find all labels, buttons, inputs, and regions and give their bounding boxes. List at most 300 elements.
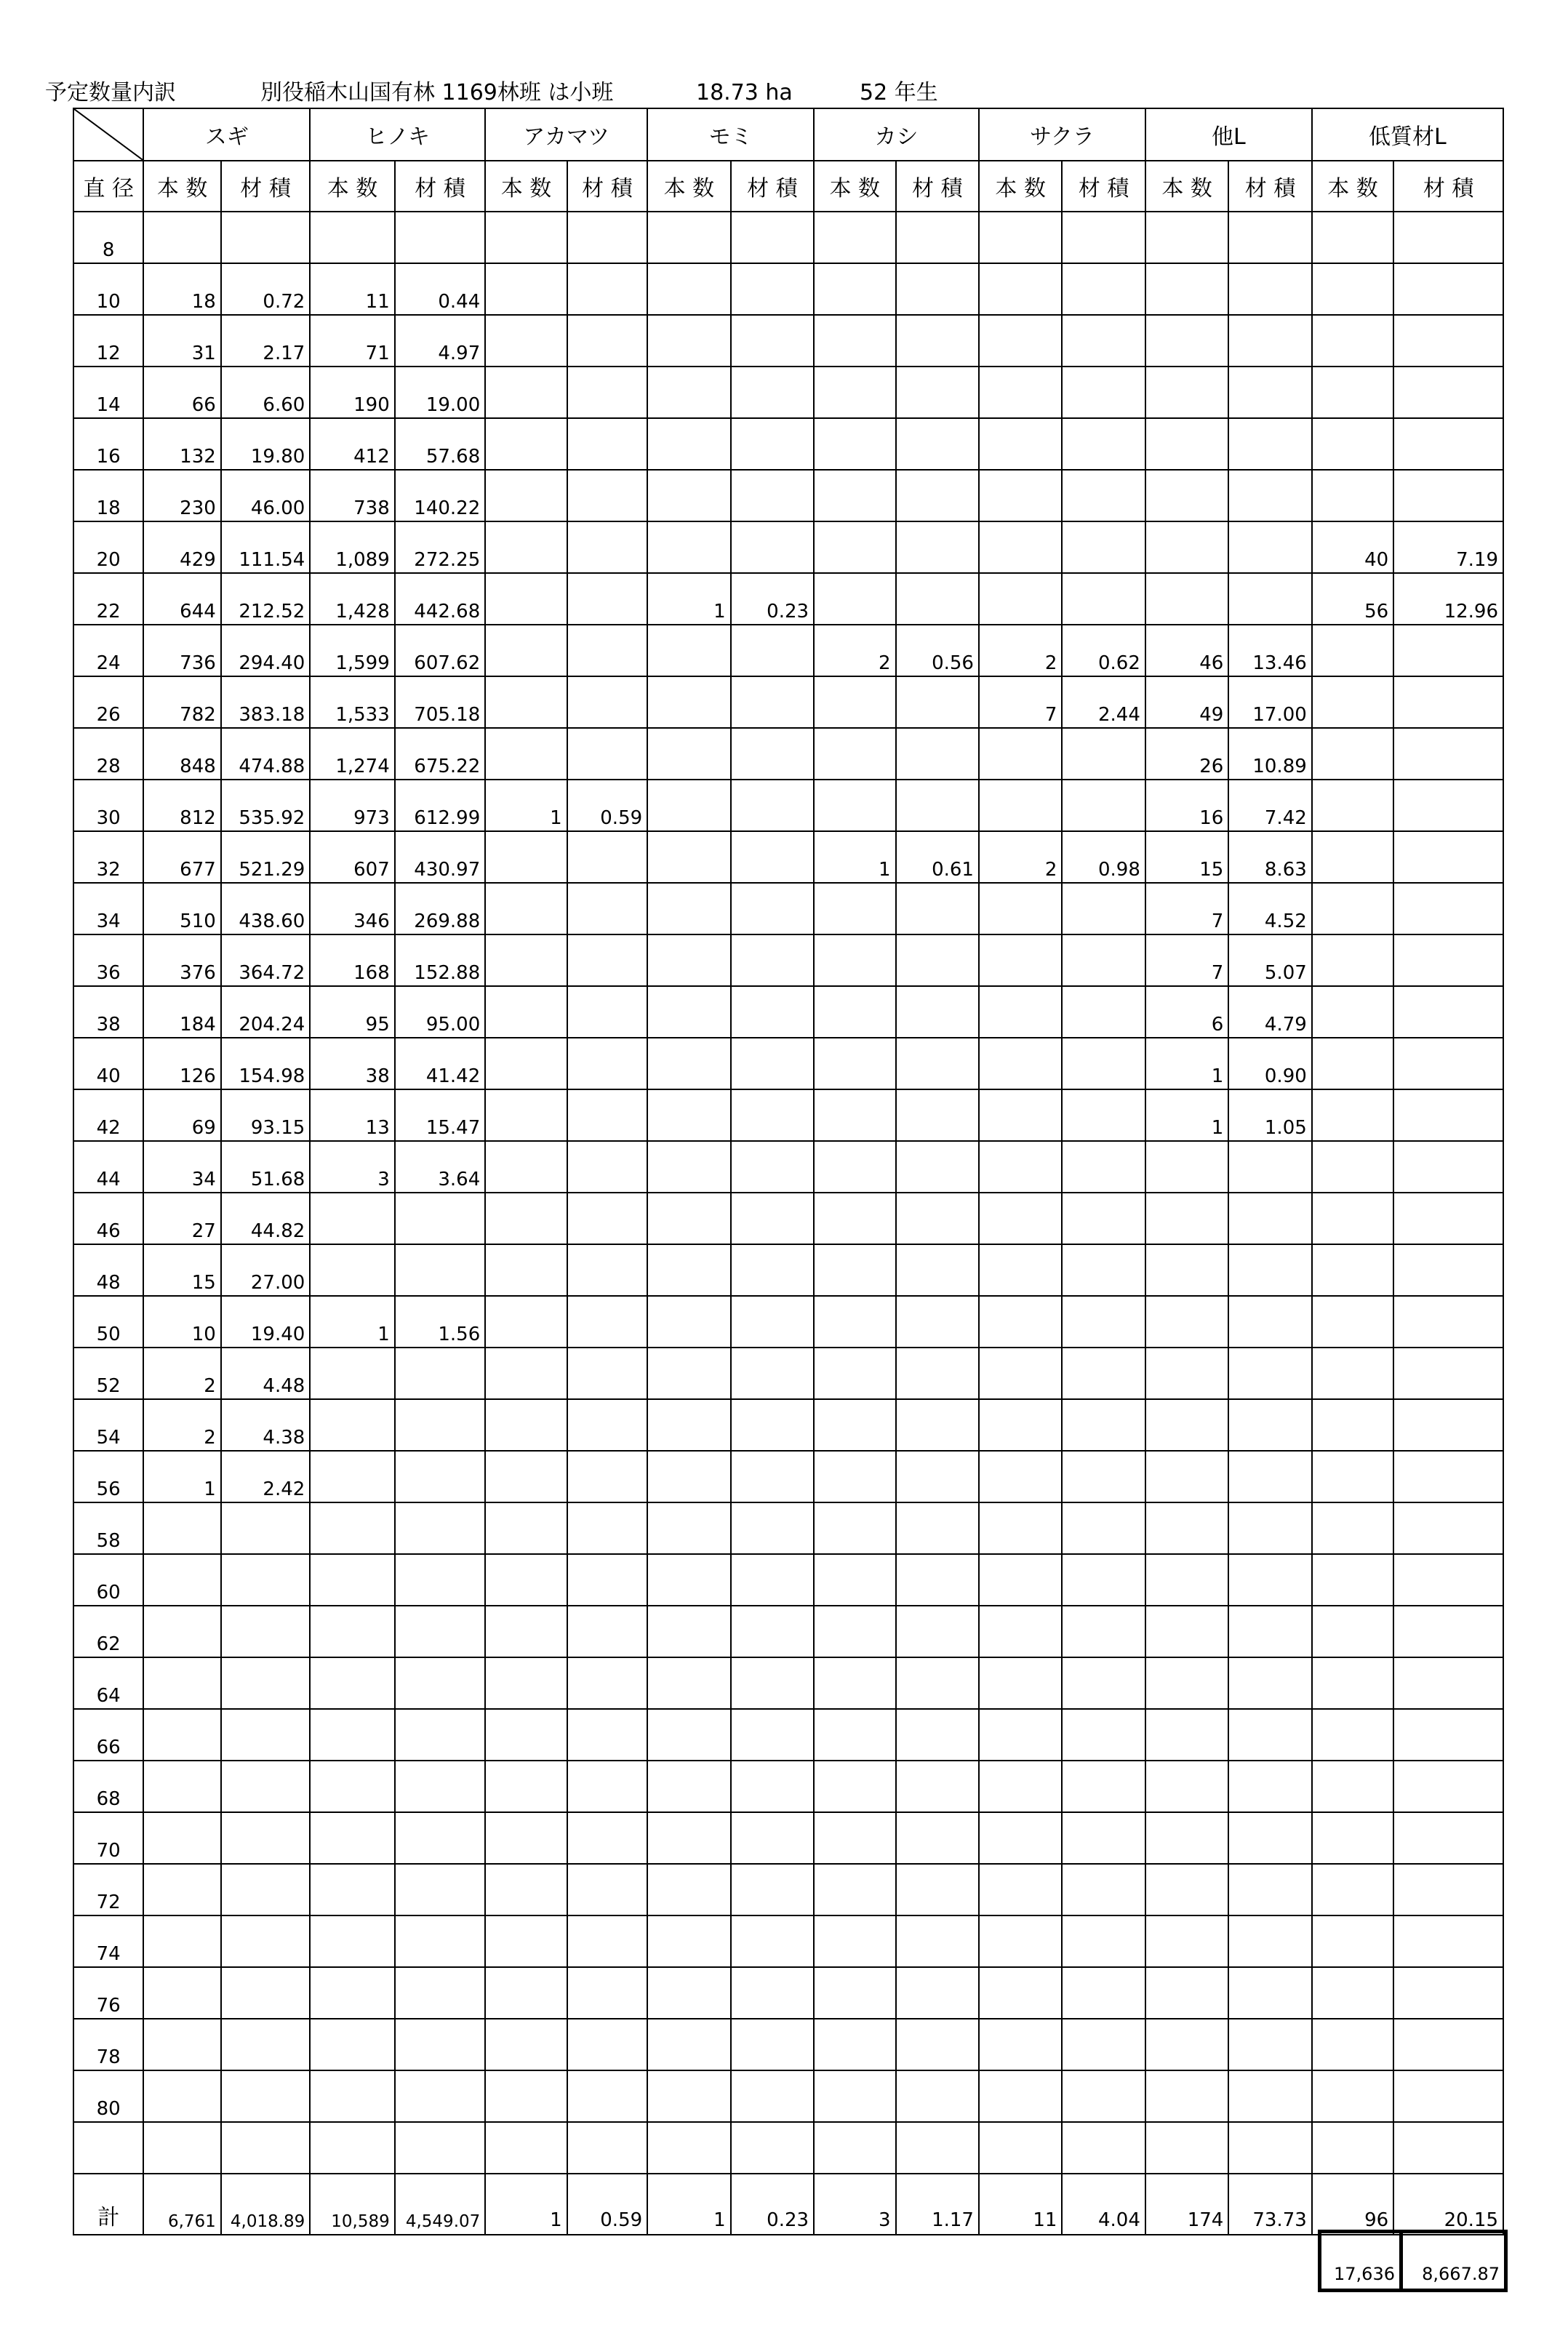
volume-cell (1393, 263, 1503, 315)
volume-cell (567, 315, 647, 367)
volume-cell (567, 1967, 647, 2019)
count-cell (647, 780, 730, 831)
count-cell: 27 (143, 1193, 220, 1244)
species-header: モミ (647, 108, 814, 161)
count-cell (647, 1606, 730, 1657)
volume-cell (221, 1761, 310, 1812)
volume-cell (896, 1296, 979, 1348)
volume-cell: 4.79 (1228, 986, 1311, 1038)
count-cell (979, 2070, 1062, 2122)
volume-cell (1393, 1915, 1503, 1967)
volume-cell (1228, 470, 1311, 521)
volume-cell (1228, 1348, 1311, 1399)
volume-cell (567, 1554, 647, 1606)
volume-cell (221, 212, 310, 263)
count-header: 本 数 (647, 161, 730, 212)
count-cell (979, 1038, 1062, 1089)
count-cell: 10 (143, 1296, 220, 1348)
count-cell (485, 1657, 567, 1709)
count-header: 本 数 (310, 161, 394, 212)
count-cell (1145, 1657, 1228, 1709)
count-cell (143, 1915, 220, 1967)
volume-cell (731, 1451, 814, 1502)
count-cell: 1,599 (310, 625, 394, 676)
diameter-cell: 60 (73, 1554, 143, 1606)
volume-cell (395, 1709, 486, 1761)
table-row (73, 986, 1503, 1038)
volume-cell (567, 1399, 647, 1451)
total-volume-cell: 4,549.07 (395, 2174, 486, 2235)
volume-cell (567, 1657, 647, 1709)
volume-cell (567, 1244, 647, 1296)
count-cell (1145, 1915, 1228, 1967)
table-row (73, 1089, 1503, 1141)
volume-cell: 7.19 (1393, 521, 1503, 573)
count-cell (1145, 1554, 1228, 1606)
volume-cell: 46.00 (221, 470, 310, 521)
count-cell (1312, 1244, 1393, 1296)
count-cell (1145, 470, 1228, 521)
count-cell: 1 (814, 831, 895, 883)
volume-cell (1393, 1451, 1503, 1502)
volume-cell: 612.99 (395, 780, 486, 831)
count-cell (814, 1451, 895, 1502)
volume-cell (731, 728, 814, 780)
count-cell (1145, 1141, 1228, 1193)
diameter-cell: 68 (73, 1761, 143, 1812)
volume-cell (1393, 1244, 1503, 1296)
count-cell (485, 1915, 567, 1967)
count-cell: 126 (143, 1038, 220, 1089)
count-cell (647, 1657, 730, 1709)
volume-cell: 675.22 (395, 728, 486, 780)
count-cell (310, 1451, 394, 1502)
volume-cell (896, 367, 979, 418)
diameter-cell: 36 (73, 934, 143, 986)
volume-cell (567, 1038, 647, 1089)
volume-cell (896, 212, 979, 263)
count-cell (1312, 625, 1393, 676)
count-cell: 38 (310, 1038, 394, 1089)
volume-header: 材 積 (896, 161, 979, 212)
count-cell (310, 1657, 394, 1709)
count-cell (485, 1038, 567, 1089)
volume-cell: 1.05 (1228, 1089, 1311, 1141)
volume-cell (567, 1141, 647, 1193)
count-cell (647, 1141, 730, 1193)
volume-cell (1228, 212, 1311, 263)
count-cell (485, 625, 567, 676)
count-cell (485, 2070, 567, 2122)
volume-cell: 6.60 (221, 367, 310, 418)
diameter-cell: 18 (73, 470, 143, 521)
volume-cell (1393, 1296, 1503, 1348)
volume-cell (1228, 1812, 1311, 1864)
volume-cell (395, 1915, 486, 1967)
species-header-row (73, 108, 1503, 161)
count-cell (1145, 1296, 1228, 1348)
volume-cell (567, 1296, 647, 1348)
volume-cell (896, 2122, 979, 2174)
volume-cell (1062, 470, 1145, 521)
count-cell: 738 (310, 470, 394, 521)
volume-cell (1393, 1502, 1503, 1554)
volume-cell (1393, 1193, 1503, 1244)
volume-cell (1393, 367, 1503, 418)
count-cell (310, 1967, 394, 2019)
count-cell: 2 (143, 1348, 220, 1399)
volume-cell: 383.18 (221, 676, 310, 728)
count-cell (1145, 1967, 1228, 2019)
count-cell (647, 1348, 730, 1399)
volume-cell (896, 1502, 979, 1554)
count-cell (1312, 728, 1393, 780)
volume-cell (567, 470, 647, 521)
volume-cell (896, 728, 979, 780)
count-cell (979, 1193, 1062, 1244)
volume-cell (731, 1864, 814, 1915)
volume-cell: 12.96 (1393, 573, 1503, 625)
count-cell: 1 (1145, 1038, 1228, 1089)
species-header: ヒノキ (310, 108, 485, 161)
diameter-cell: 16 (73, 418, 143, 470)
table-row (73, 1606, 1503, 1657)
volume-cell (731, 470, 814, 521)
count-cell (1312, 1915, 1393, 1967)
count-cell (485, 1399, 567, 1451)
count-cell (979, 212, 1062, 263)
volume-cell: 0.98 (1062, 831, 1145, 883)
table-row (73, 2070, 1503, 2122)
count-cell (1145, 1193, 1228, 1244)
volume-cell (567, 1451, 647, 1502)
volume-cell (567, 1348, 647, 1399)
diameter-cell: 54 (73, 1399, 143, 1451)
count-cell (485, 418, 567, 470)
diameter-cell: 52 (73, 1348, 143, 1399)
count-cell: 2 (143, 1399, 220, 1451)
count-cell (1145, 1761, 1228, 1812)
volume-cell (1393, 2070, 1503, 2122)
count-header: 本 数 (485, 161, 567, 212)
volume-header: 材 積 (567, 161, 647, 212)
count-cell (979, 1709, 1062, 1761)
count-cell (310, 1812, 394, 1864)
count-cell (1145, 521, 1228, 573)
volume-cell (567, 1915, 647, 1967)
volume-cell (1228, 263, 1311, 315)
volume-cell (1393, 470, 1503, 521)
count-cell (485, 1812, 567, 1864)
volume-cell (896, 1864, 979, 1915)
count-cell (310, 1709, 394, 1761)
count-cell (814, 728, 895, 780)
volume-cell (395, 1606, 486, 1657)
volume-cell (1062, 1761, 1145, 1812)
count-cell (979, 1296, 1062, 1348)
volume-cell: 15.47 (395, 1089, 486, 1141)
table-row (73, 780, 1503, 831)
volume-cell (567, 1864, 647, 1915)
count-cell (647, 1502, 730, 1554)
volume-cell: 0.23 (731, 573, 814, 625)
total-count-cell: 6,761 (143, 2174, 220, 2235)
count-cell (647, 1812, 730, 1864)
count-cell (814, 1709, 895, 1761)
count-cell (1312, 1399, 1393, 1451)
diameter-cell: 22 (73, 573, 143, 625)
count-cell (310, 2019, 394, 2070)
volume-cell (731, 1761, 814, 1812)
report-title: 予定数量内訳 (45, 80, 176, 105)
stand-age: 52 年生 (860, 80, 938, 105)
count-cell (979, 1089, 1062, 1141)
total-row (73, 2174, 1503, 2235)
volume-cell (567, 831, 647, 883)
count-cell (1312, 2122, 1393, 2174)
count-cell (143, 2070, 220, 2122)
count-cell (1145, 315, 1228, 367)
volume-table (73, 108, 1504, 2235)
table-row (73, 1038, 1503, 1089)
count-cell (1312, 1038, 1393, 1089)
volume-cell (1062, 1399, 1145, 1451)
total-count-cell: 3 (814, 2174, 895, 2235)
volume-cell (731, 986, 814, 1038)
count-cell (647, 1089, 730, 1141)
count-cell (814, 1812, 895, 1864)
count-cell (485, 1554, 567, 1606)
count-cell (1145, 573, 1228, 625)
volume-cell (1062, 2019, 1145, 2070)
volume-cell (1062, 1709, 1145, 1761)
count-cell: 1 (647, 573, 730, 625)
total-count-cell: 1 (485, 2174, 567, 2235)
volume-cell (567, 2070, 647, 2122)
total-volume-cell: 4,018.89 (221, 2174, 310, 2235)
page-header (45, 79, 1427, 108)
volume-cell (1228, 315, 1311, 367)
count-cell: 3 (310, 1141, 394, 1193)
count-cell (485, 1451, 567, 1502)
count-cell (1145, 263, 1228, 315)
volume-cell (896, 573, 979, 625)
volume-cell (896, 1244, 979, 1296)
volume-cell (1228, 521, 1311, 573)
volume-cell (1228, 1193, 1311, 1244)
table-row (73, 1915, 1503, 1967)
diameter-cell: 80 (73, 2070, 143, 2122)
table-row (73, 367, 1503, 418)
volume-cell (1062, 573, 1145, 625)
volume-cell (1062, 1502, 1145, 1554)
diameter-cell: 8 (73, 212, 143, 263)
count-cell (814, 1915, 895, 1967)
volume-cell: 474.88 (221, 728, 310, 780)
count-cell (979, 2019, 1062, 2070)
volume-cell (1393, 934, 1503, 986)
table-row (73, 831, 1503, 883)
count-cell (310, 1915, 394, 1967)
count-cell (310, 1399, 394, 1451)
count-cell (1312, 2070, 1393, 2122)
count-cell (1312, 676, 1393, 728)
volume-cell (1393, 1606, 1503, 1657)
count-cell (979, 1141, 1062, 1193)
count-cell: 34 (143, 1141, 220, 1193)
count-cell (647, 367, 730, 418)
count-cell: 1 (1145, 1089, 1228, 1141)
count-cell (310, 1864, 394, 1915)
count-cell (814, 1554, 895, 1606)
volume-cell (731, 1967, 814, 2019)
count-cell: 7 (1145, 934, 1228, 986)
volume-cell: 154.98 (221, 1038, 310, 1089)
count-cell (979, 315, 1062, 367)
volume-cell (1393, 1089, 1503, 1141)
species-header: 他L (1145, 108, 1312, 161)
table-row (73, 1554, 1503, 1606)
volume-cell (731, 676, 814, 728)
count-cell (1312, 1296, 1393, 1348)
volume-cell (567, 986, 647, 1038)
total-count-cell: 11 (979, 2174, 1062, 2235)
volume-cell (395, 1502, 486, 1554)
count-cell (814, 2070, 895, 2122)
location: 別役稲木山国有林 1169林班 は小班 (260, 80, 614, 105)
volume-cell (896, 883, 979, 934)
count-cell (979, 470, 1062, 521)
count-cell (1312, 1812, 1393, 1864)
count-cell: 11 (310, 263, 394, 315)
count-cell (143, 1606, 220, 1657)
volume-cell (731, 1502, 814, 1554)
count-cell: 677 (143, 831, 220, 883)
table-row (73, 1141, 1503, 1193)
count-cell: 7 (1145, 883, 1228, 934)
count-cell (814, 1864, 895, 1915)
volume-cell (731, 883, 814, 934)
count-cell (310, 2070, 394, 2122)
volume-cell (731, 521, 814, 573)
diameter-cell: 20 (73, 521, 143, 573)
volume-cell (896, 2019, 979, 2070)
volume-cell: 0.62 (1062, 625, 1145, 676)
count-cell (647, 986, 730, 1038)
volume-cell (896, 1038, 979, 1089)
count-cell: 1,533 (310, 676, 394, 728)
species-header: 低質材L (1312, 108, 1503, 161)
count-cell (485, 986, 567, 1038)
volume-cell: 0.59 (567, 780, 647, 831)
volume-cell (731, 1709, 814, 1761)
volume-cell: 8.63 (1228, 831, 1311, 883)
table-row (73, 1864, 1503, 1915)
volume-cell (896, 1554, 979, 1606)
diameter-cell: 70 (73, 1812, 143, 1864)
total-volume-cell: 20.15 (1393, 2174, 1503, 2235)
total-volume-cell: 0.59 (567, 2174, 647, 2235)
count-cell (979, 728, 1062, 780)
count-cell (647, 1915, 730, 1967)
volume-cell: 521.29 (221, 831, 310, 883)
count-cell (1312, 212, 1393, 263)
count-cell (814, 883, 895, 934)
count-cell (979, 1761, 1062, 1812)
volume-cell (1062, 521, 1145, 573)
count-cell (647, 1296, 730, 1348)
volume-cell (1062, 1089, 1145, 1141)
volume-cell: 140.22 (395, 470, 486, 521)
count-cell (814, 1193, 895, 1244)
volume-cell (1393, 2122, 1503, 2174)
count-cell (143, 1761, 220, 1812)
count-cell (814, 934, 895, 986)
volume-header: 材 積 (1228, 161, 1311, 212)
table-row (73, 1812, 1503, 1864)
volume-cell (731, 1915, 814, 1967)
count-cell (1312, 2019, 1393, 2070)
count-cell (647, 2019, 730, 2070)
volume-cell (1062, 1915, 1145, 1967)
count-cell (485, 470, 567, 521)
count-cell (1312, 780, 1393, 831)
volume-cell (896, 1451, 979, 1502)
count-cell (814, 986, 895, 1038)
volume-cell (1228, 367, 1311, 418)
count-cell (979, 573, 1062, 625)
volume-cell: 27.00 (221, 1244, 310, 1296)
count-cell (1312, 934, 1393, 986)
count-cell (485, 573, 567, 625)
count-cell (979, 263, 1062, 315)
volume-cell (731, 2019, 814, 2070)
volume-cell (731, 1399, 814, 1451)
count-cell (1145, 1348, 1228, 1399)
volume-cell (1062, 2122, 1145, 2174)
count-cell (647, 470, 730, 521)
count-cell: 6 (1145, 986, 1228, 1038)
volume-cell (1228, 1657, 1311, 1709)
count-cell (1145, 1606, 1228, 1657)
volume-cell: 364.72 (221, 934, 310, 986)
count-cell (485, 728, 567, 780)
diameter-cell: 42 (73, 1089, 143, 1141)
volume-cell (1062, 1141, 1145, 1193)
count-cell (979, 1554, 1062, 1606)
volume-cell: 4.52 (1228, 883, 1311, 934)
volume-cell: 5.07 (1228, 934, 1311, 986)
total-count-cell: 96 (1312, 2174, 1393, 2235)
count-cell (485, 1864, 567, 1915)
count-cell (979, 1399, 1062, 1451)
count-cell (814, 418, 895, 470)
diameter-cell: 10 (73, 263, 143, 315)
volume-cell (731, 263, 814, 315)
volume-cell (567, 263, 647, 315)
count-cell: 1 (143, 1451, 220, 1502)
volume-cell (567, 521, 647, 573)
volume-cell: 41.42 (395, 1038, 486, 1089)
count-cell (814, 573, 895, 625)
diameter-cell: 38 (73, 986, 143, 1038)
volume-cell (567, 212, 647, 263)
volume-cell (731, 315, 814, 367)
count-cell (1312, 367, 1393, 418)
volume-cell (395, 2070, 486, 2122)
diameter-cell: 34 (73, 883, 143, 934)
count-cell (485, 263, 567, 315)
